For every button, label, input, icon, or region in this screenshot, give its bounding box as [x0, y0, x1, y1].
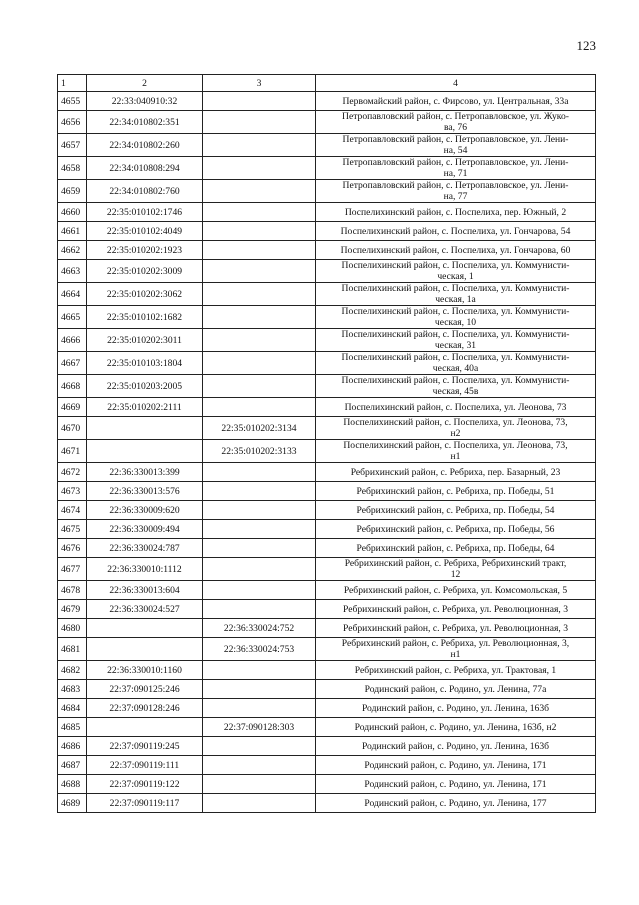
address-cell: Родинский район, с. Родино, ул. Ленина, 163б: [316, 737, 596, 756]
cadastral-number-cell: 22:36:330009:620: [87, 501, 203, 520]
parent-cadastral-number-cell: [203, 581, 316, 600]
parent-cadastral-number-cell: 22:37:090128:303: [203, 718, 316, 737]
cadastral-number-cell: 22:35:010102:1682: [87, 306, 203, 329]
address-cell: Ребрихинский район, с. Ребриха, пр. Победы, 51: [316, 482, 596, 501]
row-number-cell: 4666: [58, 329, 87, 352]
address-cell: Ребрихинский район, с. Ребриха, Ребрихинский тракт, 12: [316, 558, 596, 581]
parent-cadastral-number-cell: [203, 520, 316, 539]
address-cell: Родинский район, с. Родино, ул. Ленина, 77а: [316, 680, 596, 699]
cadastral-number-cell: 22:37:090125:246: [87, 680, 203, 699]
table-row: [58, 203, 596, 222]
row-number-cell: 4659: [58, 180, 87, 203]
parent-cadastral-number-cell: [203, 737, 316, 756]
cadastral-number-cell: 22:36:330024:527: [87, 600, 203, 619]
parent-cadastral-number-cell: [203, 241, 316, 260]
table-row: [58, 661, 596, 680]
address-cell: Ребрихинский район, с. Ребриха, ул. Комсомольская, 5: [316, 581, 596, 600]
table-row: [58, 241, 596, 260]
parent-cadastral-number-cell: [203, 756, 316, 775]
address-cell: Петропавловский район, с. Петропавловское, ул. Лени- на, 54: [316, 134, 596, 157]
table-row: [58, 737, 596, 756]
row-number-cell: 4668: [58, 375, 87, 398]
row-number-cell: 4688: [58, 775, 87, 794]
table-row: [58, 260, 596, 283]
address-cell: Поспелихинский район, с. Поспелиха, ул. Гончарова, 54: [316, 222, 596, 241]
address-cell: Родинский район, с. Родино, ул. Ленина, 171: [316, 756, 596, 775]
address-cell: Поспелихинский район, с. Поспелиха, ул. Коммунисти- ческая, 31: [316, 329, 596, 352]
table-row: [58, 306, 596, 329]
address-cell: Родинский район, с. Родино, ул. Ленина, 163б, н2: [316, 718, 596, 737]
row-number-cell: 4686: [58, 737, 87, 756]
cadastral-number-cell: 22:37:090128:246: [87, 699, 203, 718]
column-header-3: 3: [203, 75, 316, 92]
cadastral-number-cell: 22:37:090119:111: [87, 756, 203, 775]
row-number-cell: 4672: [58, 463, 87, 482]
parent-cadastral-number-cell: [203, 501, 316, 520]
parent-cadastral-number-cell: [203, 203, 316, 222]
parent-cadastral-number-cell: [203, 375, 316, 398]
address-cell: Поспелихинский район, с. Поспелиха, ул. Коммунисти- ческая, 45в: [316, 375, 596, 398]
cadastral-number-cell: 22:36:330010:1160: [87, 661, 203, 680]
parent-cadastral-number-cell: [203, 398, 316, 417]
parent-cadastral-number-cell: [203, 775, 316, 794]
table-row: [58, 283, 596, 306]
address-cell: Петропавловский район, с. Петропавловское, ул. Жуко- ва, 76: [316, 111, 596, 134]
cadastral-number-cell: 22:35:010202:1923: [87, 241, 203, 260]
address-cell: Поспелихинский район, с. Поспелиха, ул. Леонова, 73, н2: [316, 417, 596, 440]
row-number-cell: 4675: [58, 520, 87, 539]
column-header-4: 4: [316, 75, 596, 92]
parent-cadastral-number-cell: 22:36:330024:753: [203, 638, 316, 661]
table-row: [58, 375, 596, 398]
address-cell: Поспелихинский район, с. Поспелиха, ул. Коммунисти- ческая, 1: [316, 260, 596, 283]
column-header-1: 1: [58, 75, 87, 92]
cadastral-number-cell: 22:36:330009:494: [87, 520, 203, 539]
cadastral-number-cell: 22:37:090119:122: [87, 775, 203, 794]
parent-cadastral-number-cell: [203, 558, 316, 581]
registry-table: [57, 74, 596, 813]
cadastral-number-cell: 22:34:010802:760: [87, 180, 203, 203]
table-row: [58, 501, 596, 520]
table-row: [58, 680, 596, 699]
cadastral-number-cell: 22:33:040910:32: [87, 92, 203, 111]
row-number-cell: 4683: [58, 680, 87, 699]
table-row: [58, 222, 596, 241]
row-number-cell: 4657: [58, 134, 87, 157]
address-cell: Петропавловский район, с. Петропавловское, ул. Лени- на, 77: [316, 180, 596, 203]
table-row: [58, 775, 596, 794]
parent-cadastral-number-cell: [203, 222, 316, 241]
parent-cadastral-number-cell: [203, 699, 316, 718]
address-cell: Поспелихинский район, с. Поспелиха, ул. Коммунисти- ческая, 10: [316, 306, 596, 329]
cadastral-number-cell: 22:35:010102:4049: [87, 222, 203, 241]
table-body: [58, 75, 596, 813]
row-number-cell: 4677: [58, 558, 87, 581]
parent-cadastral-number-cell: [203, 134, 316, 157]
parent-cadastral-number-cell: 22:35:010202:3133: [203, 440, 316, 463]
row-number-cell: 4676: [58, 539, 87, 558]
table-row: [58, 756, 596, 775]
parent-cadastral-number-cell: 22:35:010202:3134: [203, 417, 316, 440]
address-cell: Ребрихинский район, с. Ребриха, пр. Победы, 54: [316, 501, 596, 520]
row-number-cell: 4684: [58, 699, 87, 718]
parent-cadastral-number-cell: [203, 539, 316, 558]
address-cell: Поспелихинский район, с. Поспелиха, пер. Южный, 2: [316, 203, 596, 222]
table-row: [58, 440, 596, 463]
parent-cadastral-number-cell: [203, 260, 316, 283]
table-row: [58, 352, 596, 375]
row-number-cell: 4678: [58, 581, 87, 600]
cadastral-number-cell: 22:35:010202:3062: [87, 283, 203, 306]
address-cell: Поспелихинский район, с. Поспелиха, ул. Коммунисти- ческая, 1а: [316, 283, 596, 306]
cadastral-number-cell: [87, 440, 203, 463]
address-cell: Родинский район, с. Родино, ул. Ленина, 163б: [316, 699, 596, 718]
table-row: [58, 180, 596, 203]
cadastral-number-cell: [87, 619, 203, 638]
row-number-cell: 4687: [58, 756, 87, 775]
row-number-cell: 4664: [58, 283, 87, 306]
table-row: [58, 600, 596, 619]
parent-cadastral-number-cell: [203, 306, 316, 329]
address-cell: Ребрихинский район, с. Ребриха, пер. Базарный, 23: [316, 463, 596, 482]
cadastral-number-cell: 22:36:330024:787: [87, 539, 203, 558]
table-row: [58, 157, 596, 180]
row-number-cell: 4681: [58, 638, 87, 661]
cadastral-number-cell: 22:35:010103:1804: [87, 352, 203, 375]
address-cell: Ребрихинский район, с. Ребриха, ул. Трактовая, 1: [316, 661, 596, 680]
row-number-cell: 4660: [58, 203, 87, 222]
parent-cadastral-number-cell: [203, 283, 316, 306]
address-cell: Ребрихинский район, с. Ребриха, пр. Победы, 64: [316, 539, 596, 558]
table-row: [58, 558, 596, 581]
table-header-row: [58, 75, 596, 92]
row-number-cell: 4658: [58, 157, 87, 180]
cadastral-number-cell: 22:35:010102:1746: [87, 203, 203, 222]
row-number-cell: 4661: [58, 222, 87, 241]
table-row: [58, 398, 596, 417]
table-row: [58, 111, 596, 134]
parent-cadastral-number-cell: [203, 180, 316, 203]
cadastral-number-cell: 22:35:010202:3011: [87, 329, 203, 352]
cadastral-number-cell: 22:36:330010:1112: [87, 558, 203, 581]
cadastral-number-cell: [87, 718, 203, 737]
cadastral-number-cell: 22:37:090119:245: [87, 737, 203, 756]
address-cell: Поспелихинский район, с. Поспелиха, ул. Леонова, 73, н1: [316, 440, 596, 463]
cadastral-number-cell: 22:35:010202:2111: [87, 398, 203, 417]
table-row: [58, 134, 596, 157]
table-row: [58, 638, 596, 661]
cadastral-number-cell: 22:35:010202:3009: [87, 260, 203, 283]
address-cell: Первомайский район, с. Фирсово, ул. Центральная, 33а: [316, 92, 596, 111]
cadastral-number-cell: 22:37:090119:117: [87, 794, 203, 813]
address-cell: Родинский район, с. Родино, ул. Ленина, 177: [316, 794, 596, 813]
parent-cadastral-number-cell: [203, 661, 316, 680]
table-row: [58, 520, 596, 539]
row-number-cell: 4655: [58, 92, 87, 111]
row-number-cell: 4679: [58, 600, 87, 619]
cadastral-number-cell: [87, 638, 203, 661]
row-number-cell: 4674: [58, 501, 87, 520]
row-number-cell: 4662: [58, 241, 87, 260]
parent-cadastral-number-cell: [203, 794, 316, 813]
table-row: [58, 581, 596, 600]
address-cell: Ребрихинский район, с. Ребриха, ул. Революционная, 3: [316, 600, 596, 619]
cadastral-number-cell: 22:36:330013:604: [87, 581, 203, 600]
table-row: [58, 699, 596, 718]
table-row: [58, 417, 596, 440]
cadastral-number-cell: 22:36:330013:399: [87, 463, 203, 482]
address-cell: Петропавловский район, с. Петропавловское, ул. Лени- на, 71: [316, 157, 596, 180]
row-number-cell: 4665: [58, 306, 87, 329]
parent-cadastral-number-cell: [203, 600, 316, 619]
cadastral-number-cell: 22:34:010802:260: [87, 134, 203, 157]
row-number-cell: 4656: [58, 111, 87, 134]
parent-cadastral-number-cell: 22:36:330024:752: [203, 619, 316, 638]
cadastral-number-cell: [87, 417, 203, 440]
table-row: [58, 463, 596, 482]
address-cell: Поспелихинский район, с. Поспелиха, ул. Леонова, 73: [316, 398, 596, 417]
address-cell: Ребрихинский район, с. Ребриха, ул. Революционная, 3, н1: [316, 638, 596, 661]
row-number-cell: 4689: [58, 794, 87, 813]
parent-cadastral-number-cell: [203, 329, 316, 352]
row-number-cell: 4663: [58, 260, 87, 283]
row-number-cell: 4682: [58, 661, 87, 680]
cadastral-number-cell: 22:35:010203:2005: [87, 375, 203, 398]
row-number-cell: 4671: [58, 440, 87, 463]
table-row: [58, 794, 596, 813]
address-cell: Родинский район, с. Родино, ул. Ленина, 171: [316, 775, 596, 794]
parent-cadastral-number-cell: [203, 463, 316, 482]
table-row: [58, 619, 596, 638]
address-cell: Поспелихинский район, с. Поспелиха, ул. Коммунисти- ческая, 40а: [316, 352, 596, 375]
cadastral-number-cell: 22:34:010802:351: [87, 111, 203, 134]
parent-cadastral-number-cell: [203, 352, 316, 375]
parent-cadastral-number-cell: [203, 680, 316, 699]
table-row: [58, 718, 596, 737]
parent-cadastral-number-cell: [203, 111, 316, 134]
cadastral-number-cell: 22:36:330013:576: [87, 482, 203, 501]
page-number: 123: [576, 38, 596, 53]
table-row: [58, 92, 596, 111]
row-number-cell: 4685: [58, 718, 87, 737]
table-row: [58, 329, 596, 352]
parent-cadastral-number-cell: [203, 92, 316, 111]
address-cell: Поспелихинский район, с. Поспелиха, ул. Гончарова, 60: [316, 241, 596, 260]
table-row: [58, 539, 596, 558]
address-cell: Ребрихинский район, с. Ребриха, ул. Революционная, 3: [316, 619, 596, 638]
column-header-2: 2: [87, 75, 203, 92]
address-cell: Ребрихинский район, с. Ребриха, пр. Победы, 56: [316, 520, 596, 539]
row-number-cell: 4669: [58, 398, 87, 417]
row-number-cell: 4667: [58, 352, 87, 375]
row-number-cell: 4670: [58, 417, 87, 440]
parent-cadastral-number-cell: [203, 157, 316, 180]
row-number-cell: 4673: [58, 482, 87, 501]
parent-cadastral-number-cell: [203, 482, 316, 501]
row-number-cell: 4680: [58, 619, 87, 638]
table-row: [58, 482, 596, 501]
cadastral-number-cell: 22:34:010808:294: [87, 157, 203, 180]
